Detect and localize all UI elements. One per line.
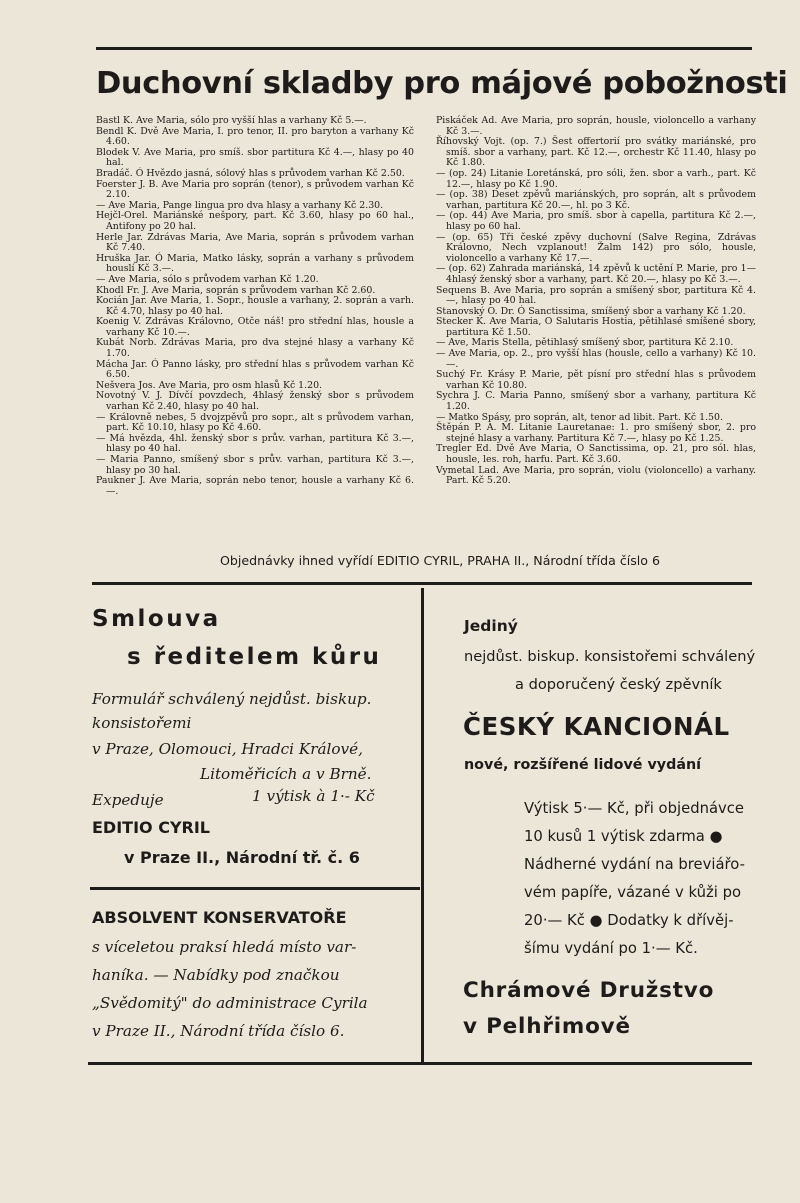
catalog-entry: Foerster J. B. Ave Maria pro soprán (tenor), s průvodem varhan Kč 2.10. — [96, 178, 414, 201]
catalog-entry: — Má hvězda, 4hl. ženský sbor s prův. varhan, partitura Kč 3.—, hlasy po 40 hal. — [96, 432, 414, 455]
box3-title: ČESKÝ KANCIONÁL — [463, 712, 730, 741]
catalog-entry: — (op. 24) Litanie Loretánská, pro sóli, žen. sbor a varh., part. Kč 12.—, hlasy po Kč 1.90. — [436, 167, 756, 190]
box3-subtitle: nové, rozšířené lidové vydání — [464, 757, 702, 773]
middle-rule — [92, 582, 752, 585]
box3-detail-2: 10 kusů 1 výtisk zdarma ● — [524, 828, 723, 845]
catalog-entry: Koenig V. Zdrávas Královno, Otče náš! pro střední hlas, housle a varhany Kč 10.—. — [96, 316, 414, 338]
catalog-entry: — Maria Panno, smíšený sbor s prův. varhan, partitura Kč 3.—, hlasy po 30 hal. — [96, 454, 414, 476]
box3-jediny: Jediný — [464, 617, 518, 635]
catalog-entry: Bendl K. Dvě Ave Maria, I. pro tenor, II. pro baryton a varhany Kč 4.60. — [96, 125, 414, 148]
box1-expeduje: Expeduje — [92, 791, 164, 809]
catalog-entry: Nešvera Jos. Ave Maria, pro osm hlasů Kč 1.20. — [96, 379, 323, 391]
catalog-entry: — Ave Maria, Pange lingua pro dva hlasy a varhany Kč 2.30. — [96, 199, 384, 211]
catalog-entry: — Ave Maria, sólo s průvodem varhan Kč 1.20. — [96, 273, 319, 285]
box1-line4: Litoměřicích a v Brně. — [200, 765, 372, 783]
box3-line1: nejdůst. biskup. konsistořemi schválený — [464, 648, 756, 665]
box1-heading1: Smlouva — [92, 606, 221, 632]
box2-heading: ABSOLVENT KONSERVATOŘE — [92, 908, 347, 927]
catalog-entry: Hruška Jar. Ó Maria, Matko lásky, soprán a varhany s průvodem houslí Kč 3.—. — [96, 252, 414, 275]
vertical-divider — [421, 588, 424, 1064]
catalog-entry: Suchý Fr. Krásy P. Marie, pět písní pro střední hlas s průvodem varhan Kč 10.80. — [436, 369, 756, 391]
box1-line2: konsistořemi — [92, 714, 192, 732]
catalog-entry: Paukner J. Ave Maria, soprán nebo tenor, housle a varhany Kč 6.—. — [96, 475, 414, 497]
catalog-entry: — (op. 65) Tři české zpěvy duchovní (Salve Regina, Zdrávas Královno, Nech vzplanout! Žalm 142) pro sólo, housle, violoncello a varhany Kč 17.—. — [436, 231, 756, 264]
catalog-entry: Stanovský O. Dr. Ó Sanctissima, smíšený sbor a varhany Kč 1.20. — [436, 305, 746, 317]
box3-detail-5: 20·— Kč ● Dodatky k dřívěj- — [524, 912, 734, 929]
catalog-entry: Vymetal Lad. Ave Maria, pro soprán, violu (violoncello) a varhany. Part. Kč 5.20. — [436, 464, 756, 487]
catalog-entry: — (op. 44) Ave Maria, pro smíš. sbor à capella, partitura Kč 2.—, hlasy po 60 hal. — [436, 210, 756, 232]
box1-publisher: EDITIO CYRIL — [92, 818, 210, 837]
box1-address: v Praze II., Národní tř. č. 6 — [124, 848, 360, 867]
left-box-divider — [90, 887, 420, 890]
catalog-entry: Stecker K. Ave Maria, O Salutaris Hostia, pětihlasé smíšené sbory, partitura Kč 1.50. — [436, 316, 756, 338]
catalog-entry: Piskáček Ad. Ave Maria, pro soprán, housle, violoncello a varhany Kč 3.—. — [436, 115, 756, 137]
box2-line4: v Praze II., Národní třída číslo 6. — [92, 1022, 345, 1040]
page-title: Duchovní skladby pro májové pobožnosti — [96, 66, 788, 101]
catalog-entry: — (op. 62) Zahrada mariánská, 14 zpěvů k uctění P. Marie, pro 1—4hlasý ženský sbor a varhany, part. Kč 20.—, hlasy po Kč 3.—. — [436, 263, 756, 285]
catalog-entry: Tregler Ed. Dvě Ave Maria, O Sanctissima, op. 21, pro sól. hlas, housle, les. roh, harfu. Part. Kč 3.60. — [436, 443, 756, 465]
box3-line2: a doporučený český zpěvník — [515, 676, 722, 693]
right-column — [436, 116, 756, 487]
catalog-entry: Blodek V. Ave Maria, pro smíš. sbor partitura Kč 4.—, hlasy po 40 hal. — [96, 146, 414, 169]
catalog-entry: Štěpán P. A. M. Litanie Lauretanae: 1. pro smíšený sbor, 2. pro stejné hlasy a varhany. Partitura Kč 7.—, hlasy po Kč 1.25. — [436, 422, 756, 444]
bottom-rule — [88, 1062, 752, 1065]
box3-detail-4: vém papíře, vázané v kůži po — [524, 884, 742, 901]
box2-line3: „Svědomitý" do administrace Cyrila — [92, 994, 368, 1012]
box1-price: 1 výtisk à 1·- Kč — [252, 787, 375, 805]
order-note: Objednávky ihned vyřídí EDITIO CYRIL, PRAHA II., Národní třída číslo 6 — [219, 553, 661, 568]
box1-line3: v Praze, Olomouci, Hradci Králové, — [92, 740, 363, 758]
catalog-entry: Sychra J. C. Maria Panno, smíšený sbor a varhany, partitura Kč 1.20. — [436, 390, 756, 413]
catalog-entry: Kocián Jar. Ave Maria, 1. Sopr., housle a varhany, 2. soprán a varh. Kč 4.70, hlasy po 40 hal. — [96, 295, 414, 317]
box3-coop1: Chrámové Družstvo — [463, 978, 715, 1003]
catalog-entry: Sequens B. Ave Maria, pro soprán a smíšený sbor, partitura Kč 4.—, hlasy po 40 hal. — [436, 284, 756, 307]
box2-line2: haníka. — Nabídky pod značkou — [92, 966, 340, 984]
catalog-entry: — Matko Spásy, pro soprán, alt, tenor ad libit. Part. Kč 1.50. — [436, 411, 723, 423]
box3-detail-1: Výtisk 5·— Kč, při objednávce — [524, 800, 745, 817]
catalog-entry: Khodl Fr. J. Ave Maria, soprán s průvodem varhan Kč 2.60. — [96, 284, 376, 296]
catalog-entry: — (op. 38) Deset zpěvů mariánských, pro soprán, alt s průvodem varhan, partitura Kč 20.—, hl. po 3 Kč. — [436, 189, 756, 211]
box3-coop2: v Pelhřimově — [463, 1014, 631, 1039]
box2-line1: s víceletou praksí hledá místo var- — [92, 938, 357, 956]
catalog-entry: Novotný V. J. Dívčí povzdech, 4hlasý ženský sbor s průvodem varhan Kč 2.40, hlasy po 40 hal. — [96, 390, 414, 413]
catalog-entry: Kubát Norb. Zdrávas Maria, pro dva stejné hlasy a varhany Kč 1.70. — [96, 337, 414, 360]
box1-line1: Formulář schválený nejdůst. biskup. — [92, 690, 372, 708]
catalog-entry: Bradáč. Ó Hvězdo jasná, sólový hlas s průvodem varhan Kč 2.50. — [96, 167, 405, 179]
top-rule — [96, 47, 752, 50]
catalog-entry: Říhovský Vojt. (op. 7.) Šest offertorií pro svátky mariánské, pro smíš. sbor a varhany, part. Kč 12.—, orchestr Kč 11.40, hlasy po Kč 1.80. — [436, 136, 756, 169]
catalog-entry: — Ave Maria, op. 2., pro vyšší hlas (housle, cello a varhany) Kč 10.—. — [436, 348, 756, 370]
box3-detail-6: šímu vydání po 1·— Kč. — [524, 940, 698, 957]
catalog-entry: Bastl K. Ave Maria, sólo pro vyšší hlas a varhany Kč 5.—. — [96, 115, 367, 126]
left-column — [96, 116, 414, 497]
box1-heading2: s ředitelem kůru — [127, 644, 382, 670]
box3-detail-3: Nádherné vydání na breviářo- — [524, 856, 745, 873]
catalog-entry: Herle Jar. Zdrávas Maria, Ave Maria, soprán s průvodem varhan Kč 7.40. — [96, 231, 414, 254]
catalog-entry: Hejčl-Orel. Mariánské nešpory, part. Kč 3.60, hlasy po 60 hal., Antifony po 20 hal. — [96, 210, 414, 232]
catalog-entry: Mácha Jar. Ó Panno lásky, pro střední hlas s průvodem varhan Kč 6.50. — [96, 358, 414, 381]
catalog-entry: — Královně nebes, 5 dvojzpěvů pro sopr., alt s průvodem varhan, part. Kč 10.10, hlasy po Kč 4.60. — [96, 411, 414, 434]
catalog-entry: — Ave, Maris Stella, pětihlasý smíšený sbor, partitura Kč 2.10. — [436, 337, 734, 349]
